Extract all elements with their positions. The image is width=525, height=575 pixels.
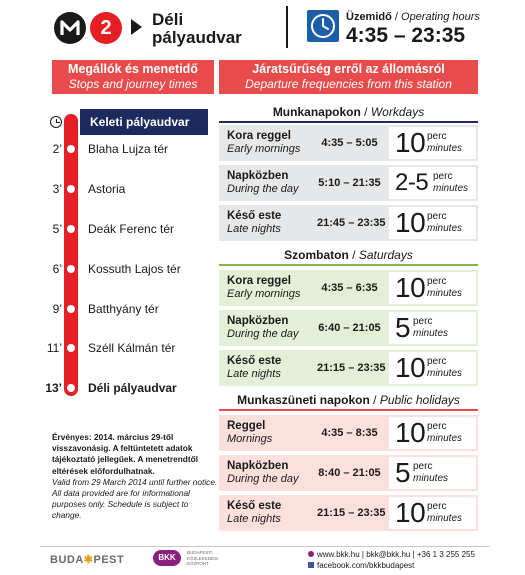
frequency-row bbox=[219, 350, 478, 386]
unit-hu: perc bbox=[427, 211, 447, 222]
period-label bbox=[227, 460, 299, 486]
headway-box bbox=[389, 272, 476, 304]
operating-hours: 4:35 – 23:35 bbox=[346, 24, 466, 47]
period-label bbox=[227, 315, 299, 341]
stops-panel-header bbox=[52, 60, 214, 94]
headway-value: 5 bbox=[395, 312, 411, 343]
section-rule bbox=[219, 121, 478, 123]
frequency-row bbox=[219, 310, 478, 346]
budapest-logo-right: PEST bbox=[93, 554, 125, 566]
headway-unit bbox=[413, 316, 448, 340]
frequency-panel-header bbox=[219, 60, 478, 94]
headway-value: 2-5 bbox=[395, 169, 429, 196]
period-hu: Reggel bbox=[227, 420, 266, 432]
clock-icon bbox=[307, 10, 339, 42]
headway-unit bbox=[427, 421, 462, 445]
stop-name: Batthyány tér bbox=[88, 302, 159, 316]
stop-name: Astoria bbox=[88, 182, 126, 196]
headway-box bbox=[389, 457, 476, 489]
section-title-sep: / bbox=[360, 105, 371, 119]
period-label bbox=[227, 210, 281, 236]
section-title-sep: / bbox=[369, 393, 380, 407]
period-en: During the day bbox=[227, 328, 299, 340]
period-label bbox=[227, 130, 300, 156]
period-times: 8:40 – 21:05 bbox=[318, 467, 381, 479]
section-title-public-holidays bbox=[219, 392, 478, 408]
unit-en: minutes bbox=[413, 473, 449, 484]
period-times: 4:35 – 5:05 bbox=[321, 137, 378, 149]
period-times: 4:35 – 6:35 bbox=[321, 282, 378, 294]
unit-hu: perc bbox=[413, 461, 433, 472]
period-hu: Késő este bbox=[227, 355, 282, 367]
hours-caption-en: Operating hours bbox=[401, 11, 480, 23]
unit-en: minutes bbox=[427, 288, 463, 299]
stop-name: Kossuth Lajos tér bbox=[88, 262, 181, 276]
bkk-name bbox=[187, 550, 218, 567]
bkk-logo: BKK bbox=[153, 550, 181, 566]
validity-en: Valid from 29 March 2014 until further notice. All data provided are for informational purposes only. Schedule is subject to change. bbox=[52, 476, 218, 521]
stop-name: Blaha Lujza tér bbox=[88, 142, 169, 156]
frequency-row bbox=[219, 205, 478, 241]
headway-unit bbox=[427, 131, 462, 155]
headway-box bbox=[389, 352, 476, 384]
budapest-star-icon: ✱ bbox=[83, 554, 94, 566]
headway-box bbox=[389, 207, 476, 239]
period-label bbox=[227, 170, 299, 196]
headway-unit bbox=[427, 276, 462, 300]
hours-caption-hu: Üzemidő bbox=[346, 11, 392, 23]
hours-caption bbox=[346, 11, 480, 23]
unit-hu: perc bbox=[427, 131, 447, 142]
budapest-logo bbox=[50, 553, 124, 566]
headway-value: 10 bbox=[395, 417, 426, 448]
stop-name: Déli pályaudvar bbox=[88, 381, 177, 395]
stop-time: 5’ bbox=[52, 222, 62, 236]
stops-title-hu: Megállók és menetidő bbox=[68, 62, 198, 76]
facebook-icon bbox=[308, 562, 314, 568]
validity-note bbox=[52, 432, 220, 522]
unit-hu: perc bbox=[427, 421, 447, 432]
stop-row-terminus bbox=[0, 377, 214, 399]
headway-unit bbox=[413, 461, 448, 485]
period-times: 21:45 – 23:35 bbox=[317, 217, 386, 229]
section-title-en: Saturdays bbox=[358, 248, 413, 262]
current-stop-label: Keleti pályaudvar bbox=[90, 115, 190, 129]
stop-dot bbox=[67, 265, 75, 273]
period-en: Late nights bbox=[227, 513, 281, 525]
stop-time: 11’ bbox=[46, 341, 62, 355]
period-times: 21:15 – 23:35 bbox=[317, 362, 386, 374]
headway-box bbox=[389, 497, 476, 529]
headway-value: 10 bbox=[395, 352, 426, 383]
bkk-name-line3: KÖZPONT bbox=[187, 561, 209, 566]
contact-line-web[interactable] bbox=[308, 549, 475, 560]
destination-line2: pályaudvar bbox=[152, 28, 242, 47]
unit-en: minutes bbox=[427, 368, 463, 379]
period-times: 5:10 – 21:35 bbox=[318, 177, 381, 189]
stop-dot bbox=[67, 384, 75, 392]
hours-caption-sep: / bbox=[391, 11, 402, 23]
headway-unit bbox=[433, 171, 468, 195]
stops-title-en: Stops and journey times bbox=[68, 77, 198, 91]
bkk-name-line2: KÖZLEKEDÉSI bbox=[187, 555, 219, 561]
headway-box bbox=[389, 312, 476, 344]
stop-row bbox=[0, 218, 214, 240]
period-label bbox=[227, 420, 272, 446]
period-en: Early mornings bbox=[227, 288, 301, 300]
stop-time: 13’ bbox=[45, 381, 62, 395]
period-times: 6:40 – 21:05 bbox=[318, 322, 381, 334]
unit-hu: perc bbox=[427, 356, 447, 367]
stop-row bbox=[0, 337, 214, 359]
small-clock-icon bbox=[50, 116, 62, 128]
stop-time: 6’ bbox=[52, 262, 62, 276]
period-hu: Késő este bbox=[227, 210, 282, 222]
period-hu: Kora reggel bbox=[227, 275, 291, 287]
frequency-title-en: Departure frequencies from this station bbox=[245, 77, 452, 91]
period-en: Late nights bbox=[227, 368, 281, 380]
unit-en: minutes bbox=[427, 143, 463, 154]
unit-hu: perc bbox=[427, 276, 447, 287]
info-icon bbox=[308, 551, 314, 557]
section-rule bbox=[219, 264, 478, 266]
period-hu: Napközben bbox=[227, 460, 289, 472]
stop-dot bbox=[67, 185, 75, 193]
facebook-link[interactable]: facebook.com/bkkbudapest bbox=[317, 561, 415, 570]
period-label bbox=[227, 275, 300, 301]
unit-hu: perc bbox=[433, 171, 453, 182]
unit-en: minutes bbox=[427, 513, 463, 524]
header bbox=[0, 0, 525, 56]
frequency-row bbox=[219, 270, 478, 306]
headway-value: 10 bbox=[395, 497, 426, 528]
headway-value: 10 bbox=[395, 127, 426, 158]
unit-hu: perc bbox=[427, 501, 447, 512]
contact-info bbox=[308, 549, 475, 571]
arrow-right-icon bbox=[131, 19, 142, 35]
metro-m-logo-icon bbox=[54, 12, 86, 44]
section-title-hu: Szombaton bbox=[284, 248, 349, 262]
period-label bbox=[227, 355, 281, 381]
stop-row bbox=[0, 138, 214, 160]
period-hu: Napközben bbox=[227, 315, 289, 327]
headway-box bbox=[389, 167, 476, 199]
period-times: 21:15 – 23:35 bbox=[317, 507, 386, 519]
unit-en: minutes bbox=[427, 433, 463, 444]
headway-unit bbox=[427, 501, 462, 525]
headway-box bbox=[389, 417, 476, 449]
contact-line-facebook[interactable] bbox=[308, 560, 475, 571]
headway-box bbox=[389, 127, 476, 159]
headway-value: 5 bbox=[395, 457, 411, 488]
stop-dot bbox=[67, 225, 75, 233]
unit-en: minutes bbox=[413, 328, 449, 339]
section-title-hu: Munkanapokon bbox=[272, 105, 361, 119]
section-title-sep: / bbox=[348, 248, 359, 262]
budapest-logo-left: BUDA bbox=[50, 554, 84, 566]
section-title-hu: Munkaszüneti napokon bbox=[237, 393, 370, 407]
headway-unit bbox=[427, 211, 462, 235]
current-stop bbox=[80, 109, 208, 135]
period-en: Early mornings bbox=[227, 143, 301, 155]
section-rule bbox=[219, 409, 478, 411]
bkk-name-line1: BUDAPESTI bbox=[187, 550, 213, 555]
stop-dot bbox=[67, 145, 75, 153]
stop-row bbox=[0, 258, 214, 280]
frequency-row bbox=[219, 495, 478, 531]
unit-hu: perc bbox=[413, 316, 433, 327]
period-en: Late nights bbox=[227, 223, 281, 235]
footer-divider bbox=[40, 546, 490, 547]
stop-time: 9’ bbox=[52, 302, 62, 316]
period-en: During the day bbox=[227, 473, 299, 485]
section-title-en: Workdays bbox=[370, 105, 425, 119]
section-title-workdays bbox=[219, 104, 478, 120]
unit-en: minutes bbox=[427, 223, 463, 234]
period-times: 4:35 – 8:35 bbox=[321, 427, 378, 439]
period-en: During the day bbox=[227, 183, 299, 195]
stop-name: Széll Kálmán tér bbox=[88, 341, 176, 355]
period-hu: Késő este bbox=[227, 500, 282, 512]
period-en: Mornings bbox=[227, 433, 273, 445]
stop-dot bbox=[67, 344, 75, 352]
unit-en: minutes bbox=[433, 183, 469, 194]
frequency-title-hu: Járatsűrűség erről az állomásról bbox=[252, 62, 445, 76]
headway-unit bbox=[427, 356, 462, 380]
destination bbox=[152, 11, 242, 47]
header-divider bbox=[286, 6, 288, 48]
headway-value: 10 bbox=[395, 272, 426, 303]
stop-row bbox=[0, 178, 214, 200]
section-title-saturdays bbox=[219, 247, 478, 263]
frequency-row bbox=[219, 125, 478, 161]
period-hu: Napközben bbox=[227, 170, 289, 182]
stop-time: 3’ bbox=[52, 182, 62, 196]
frequency-row bbox=[219, 165, 478, 201]
stop-time: 2’ bbox=[52, 142, 62, 156]
period-label bbox=[227, 500, 281, 526]
period-hu: Kora reggel bbox=[227, 130, 291, 142]
frequency-row bbox=[219, 415, 478, 451]
destination-line1: Déli bbox=[152, 10, 184, 29]
stop-name: Deák Ferenc tér bbox=[88, 222, 175, 236]
stop-dot bbox=[67, 305, 75, 313]
line-badge: 2 bbox=[90, 12, 122, 44]
section-title-en: Public holidays bbox=[379, 393, 460, 407]
stop-row bbox=[0, 298, 214, 320]
contact-web-email-phone[interactable]: www.bkk.hu | bkk@bkk.hu | +36 1 3 255 255 bbox=[317, 550, 475, 559]
validity-hu: Érvényes: 2014. március 29-től visszavonásig. A feltüntetett adatok tájékoztató jellegűek. A menetrendtől eltérések előfordulhatnak. bbox=[52, 432, 198, 476]
frequency-row bbox=[219, 455, 478, 491]
headway-value: 10 bbox=[395, 207, 426, 238]
